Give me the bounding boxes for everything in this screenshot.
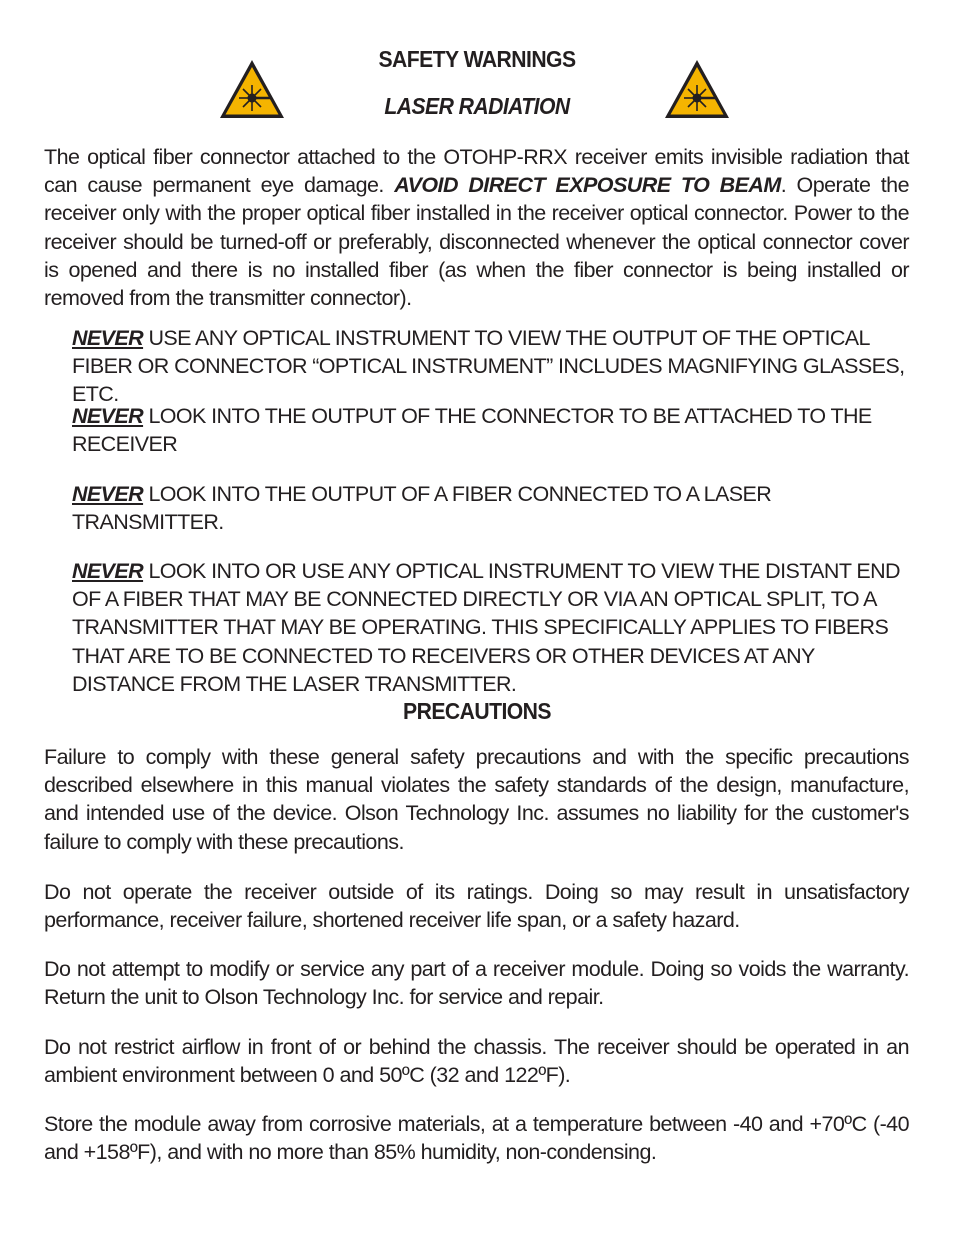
warning-lead: NEVER xyxy=(72,559,144,583)
precaution-paragraph: Do not restrict airflow in front of or behind the chassis. The receiver should be operated in an ambient environment between 0 and 50ºC (32 and 122ºF). xyxy=(44,1035,909,1088)
warning-text: LOOK INTO OR USE ANY OPTICAL INSTRUMENT TO VIEW THE DISTANT END OF A FIBER THAT MAY BE CONNECTED DIRECTLY OR VIA AN OPTICAL SPLIT, TO A TRANSMITTER THAT MAY BE OPERATING. THIS SPECIFICALLY APPLIES TO FIBERS THAT ARE TO BE CONNECTED TO RECEIVERS OR OTHER DEVICES AT ANY DISTANCE FROM THE LASER TRANSMITTER. xyxy=(72,559,900,696)
warning-text: USE ANY OPTICAL INSTRUMENT TO VIEW THE OUTPUT OF THE OPTICAL FIBER OR CONNECTOR “OPTICAL INSTRUMENT” INCLUDES MAGNIFYING GLASSES, ETC. xyxy=(72,326,905,407)
warning-item xyxy=(72,402,912,458)
precaution-paragraph: Do not operate the receiver outside of its ratings. Doing so may result in unsatisfactory performance, receiver failure, shortened receiver life span, or a safety hazard. xyxy=(44,880,909,933)
warning-lead: NEVER xyxy=(72,404,144,428)
warning-item xyxy=(72,480,912,536)
intro-emphasis: AVOID DIRECT EXPOSURE TO BEAM xyxy=(394,173,781,198)
warning-text: LOOK INTO THE OUTPUT OF A FIBER CONNECTED TO A LASER TRANSMITTER. xyxy=(72,482,772,535)
precaution-paragraph: Store the module away from corrosive materials, at a temperature between -40 and +70ºC (-40 and +158ºF), and with no more than 85% humidity, non-condensing. xyxy=(44,1112,909,1165)
page-subtitle: LASER RADIATION xyxy=(384,93,570,119)
page-title: SAFETY WARNINGS xyxy=(378,46,576,72)
warning-text: LOOK INTO THE OUTPUT OF THE CONNECTOR TO BE ATTACHED TO THE RECEIVER xyxy=(72,404,872,457)
intro-paragraph xyxy=(44,143,909,312)
warning-lead: NEVER xyxy=(72,326,144,350)
precautions-title: PRECAUTIONS xyxy=(403,698,551,724)
intro-text: . Operate the receiver only with the proper optical fiber installed in the receiver optical connector. Power to the receiver should be turned-off or preferably, disconnected whenever the optical connector cover is opened and there is no installed fiber (as when the fiber connector is being installed or removed from the transmitter connector). xyxy=(44,173,909,311)
warning-item xyxy=(72,324,912,409)
intro-text: The optical fiber connector attached to the OTOHP-RRX receiver emits invisible radiation that can cause permanent eye damage. xyxy=(44,145,909,198)
warning-lead: NEVER xyxy=(72,482,144,506)
warning-item xyxy=(72,557,912,698)
precaution-paragraph: Do not attempt to modify or service any part of a receiver module. Doing so voids the warranty. Return the unit to Olson Technology Inc. for service and repair. xyxy=(44,957,909,1010)
precaution-paragraph: Failure to comply with these general safety precautions and with the specific precautions described elsewhere in this manual violates the safety standards of the design, manufacture, and intended use of the device. Olson Technology Inc. assumes no liability for the customer's failure to comply with these precautions. xyxy=(44,745,909,854)
